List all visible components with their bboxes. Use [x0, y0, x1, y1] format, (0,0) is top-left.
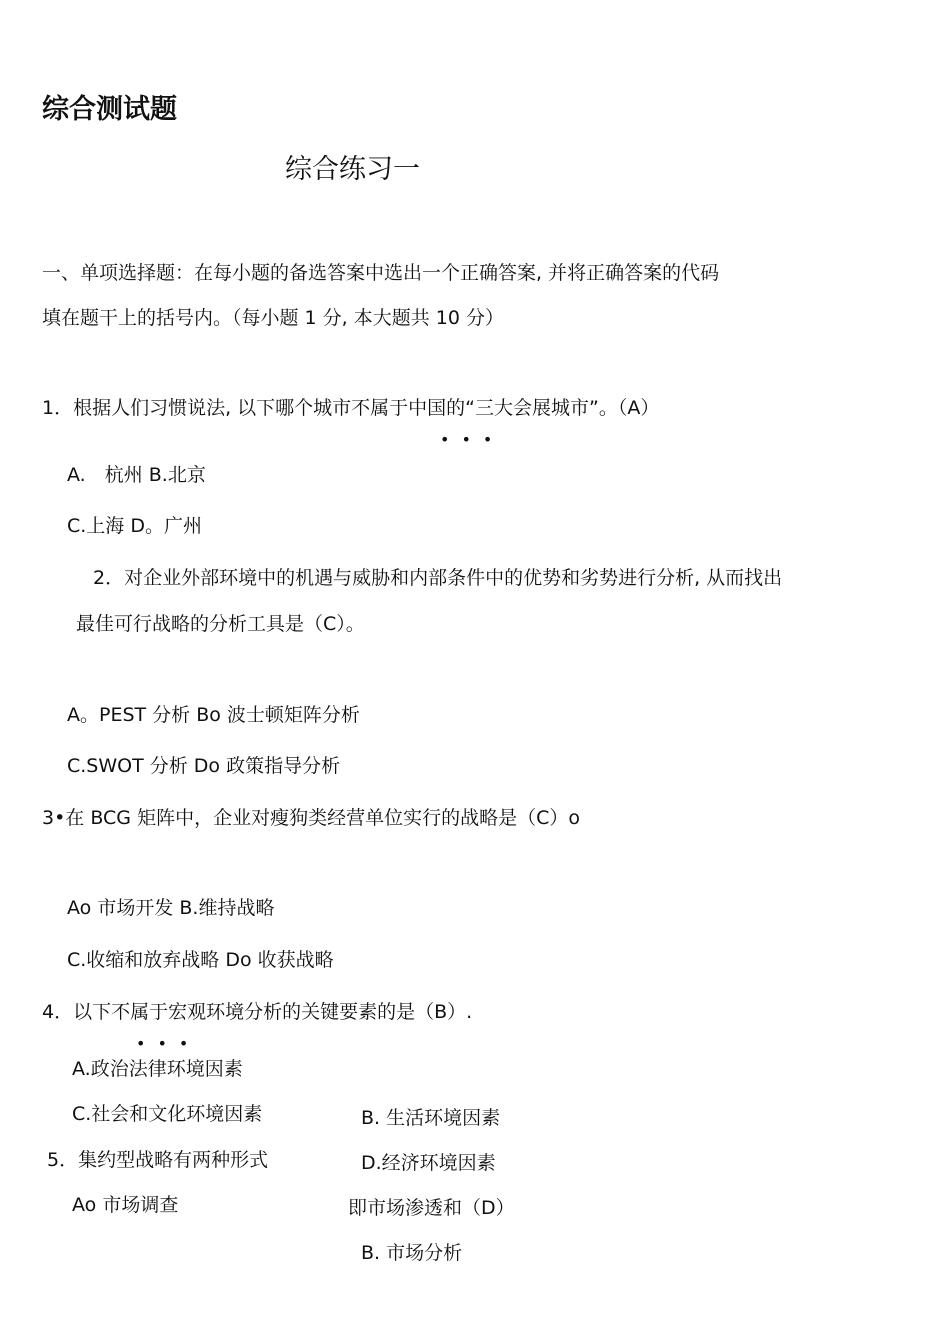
question-1-options-cd: C.上海 D。广州	[67, 515, 202, 537]
exercise-subtitle: 综合练习一	[285, 154, 420, 185]
question-4-stem: 4．以下不属于宏观环境分析的关键要素的是（B）.	[42, 1001, 473, 1023]
question-1-stem: 1．根据人们习惯说法, 以下哪个城市不属于中国的“三大会展城市”。（A）	[42, 397, 660, 419]
question-4-option-a: A.政治法律环境因素	[72, 1058, 243, 1080]
question-3-options-cd: C.收缩和放弃战略 Do 收获战略	[67, 949, 334, 971]
question-2-options-ab: A。PEST 分析 Bo 波士顿矩阵分析	[67, 704, 360, 726]
document-title: 综合测试题	[42, 94, 177, 125]
question-4-option-b: B. 生活环境因素	[361, 1107, 501, 1129]
question-3-options-ab: Ao 市场开发 B.维持战略	[67, 897, 275, 919]
question-4-option-c: C.社会和文化环境因素	[72, 1103, 263, 1125]
question-1-options-ab: A. 杭州 B.北京	[67, 464, 206, 486]
question-2-stem-line-1: 2．对企业外部环境中的机遇与威胁和内部条件中的优势和劣势进行分析, 从而找出	[93, 567, 783, 589]
question-4-option-d: D.经济环境因素	[361, 1152, 496, 1174]
question-4-emphasis-dots: •••	[136, 1034, 201, 1053]
question-3-stem: 3•在 BCG 矩阵中，企业对瘦狗类经营单位实行的战略是（C）o	[42, 807, 580, 829]
question-5-stem-left: 5．集约型战略有两种形式	[47, 1149, 269, 1171]
question-5-stem-right: 即市场渗透和（D）	[348, 1197, 515, 1219]
question-1-emphasis-dots: •••	[440, 430, 505, 449]
question-5-option-b: B. 市场分析	[361, 1242, 463, 1264]
question-5-option-a: Ao 市场调查	[72, 1194, 179, 1216]
question-2-options-cd: C.SWOT 分析 Do 政策指导分析	[67, 755, 341, 777]
section-heading-line-1: 一、单项选择题：在每小题的备选答案中选出一个正确答案, 并将正确答案的代码	[42, 262, 720, 284]
section-heading-line-2: 填在题干上的括号内。（每小题 1 分, 本大题共 10 分）	[42, 307, 505, 329]
question-2-stem-line-2: 最佳可行战略的分析工具是（C）。	[76, 613, 365, 635]
